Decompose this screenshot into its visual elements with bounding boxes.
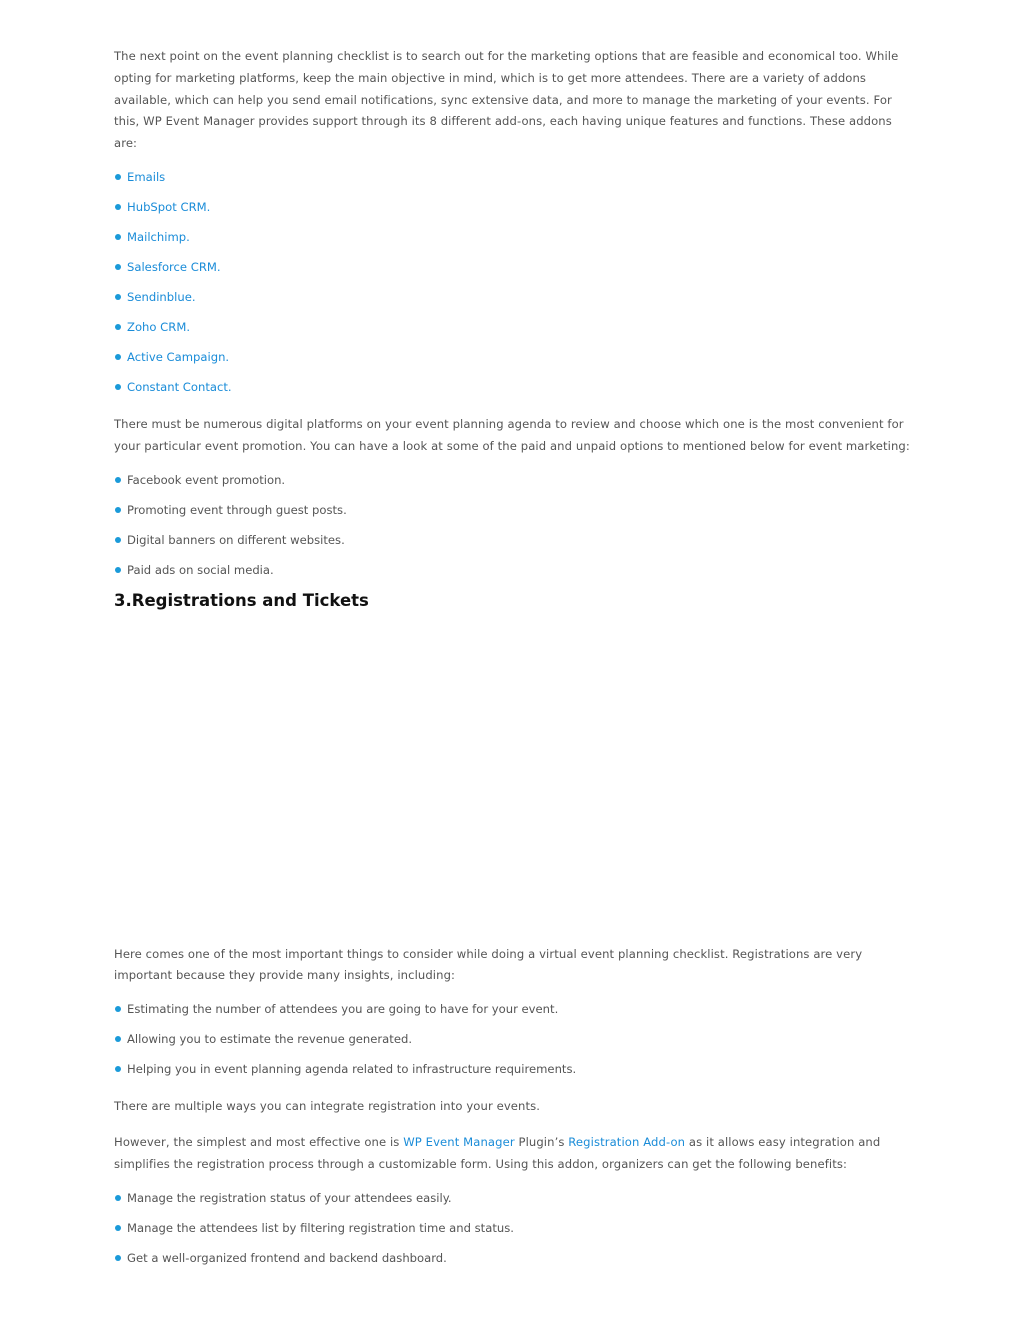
wp-event-manager-link[interactable]: WP Event Manager	[403, 1134, 515, 1149]
insights-list	[114, 1000, 914, 1090]
list-item	[114, 348, 914, 378]
list-item: Get a well-organized frontend and backend dashboard.	[114, 1249, 914, 1279]
list-item	[114, 378, 914, 408]
list-item	[114, 318, 914, 348]
list-item: Facebook event promotion.	[114, 471, 914, 501]
simplest-text-after: as it allows easy integration and simplifies the registration process through a customizable form. Using this addon, organizers can get the following benefits:	[114, 1134, 881, 1171]
list-item: Helping you in event planning agenda related to infrastructure requirements.	[114, 1060, 914, 1090]
list-item: Digital banners on different websites.	[114, 531, 914, 561]
addon-link-hubspot[interactable]: HubSpot CRM.	[127, 199, 211, 214]
list-item: Allowing you to estimate the revenue generated.	[114, 1030, 914, 1060]
article-body	[114, 46, 914, 1279]
list-item: Manage the registration status of your attendees easily.	[114, 1189, 914, 1219]
list-item	[114, 258, 914, 288]
simplest-text-before: However, the simplest and most effective one is	[114, 1134, 404, 1149]
list-item	[114, 228, 914, 258]
list-item: Paid ads on social media.	[114, 561, 914, 591]
simplest-paragraph	[114, 1132, 914, 1176]
registration-addon-link[interactable]: Registration Add-on	[568, 1134, 686, 1149]
simplest-text-middle: Plugin’s	[514, 1134, 569, 1149]
addon-link-emails[interactable]: Emails	[127, 169, 166, 184]
list-item	[114, 168, 914, 198]
addon-link-mailchimp[interactable]: Mailchimp.	[127, 229, 190, 244]
addon-link-active-campaign[interactable]: Active Campaign.	[127, 349, 230, 364]
addon-link-constant-contact[interactable]: Constant Contact.	[127, 379, 232, 394]
integrate-paragraph: There are multiple ways you can integrate registration into your events.	[114, 1099, 541, 1114]
list-item: Manage the attendees list by filtering registration time and status.	[114, 1219, 914, 1249]
list-item	[114, 198, 914, 228]
addons-list	[114, 168, 914, 408]
list-item: Promoting event through guest posts.	[114, 501, 914, 531]
list-item	[114, 288, 914, 318]
addon-link-zoho[interactable]: Zoho CRM.	[127, 319, 191, 334]
image-placeholder	[114, 613, 914, 944]
registrations-paragraph: Here comes one of the most important things to consider while doing a virtual event planning checklist. Registrations are very important because they provide many insights, including:	[114, 946, 863, 983]
section-heading: 3.Registrations and Tickets	[114, 590, 369, 610]
addon-link-sendinblue[interactable]: Sendinblue.	[127, 289, 196, 304]
benefits-list	[114, 1189, 914, 1279]
addon-link-salesforce[interactable]: Salesforce CRM.	[127, 259, 221, 274]
marketing-options-list	[114, 471, 914, 591]
intro-paragraph: The next point on the event planning checklist is to search out for the marketing options that are feasible and economical too. While opting for marketing platforms, keep the main objective in mind, which is to get more attendees. There are a variety of addons available, which can help you send email notifications, sync extensive data, and more to manage the marketing of your events. For this, WP Event Manager provides support through its 8 different add-ons, each having unique features and functions. These addons are:	[114, 49, 899, 151]
list-item: Estimating the number of attendees you are going to have for your event.	[114, 1000, 914, 1030]
platforms-paragraph: There must be numerous digital platforms on your event planning agenda to review and choose which one is the most convenient for your particular event promotion. You can have a look at some of the paid and unpaid options to mentioned below for event marketing:	[114, 416, 910, 453]
